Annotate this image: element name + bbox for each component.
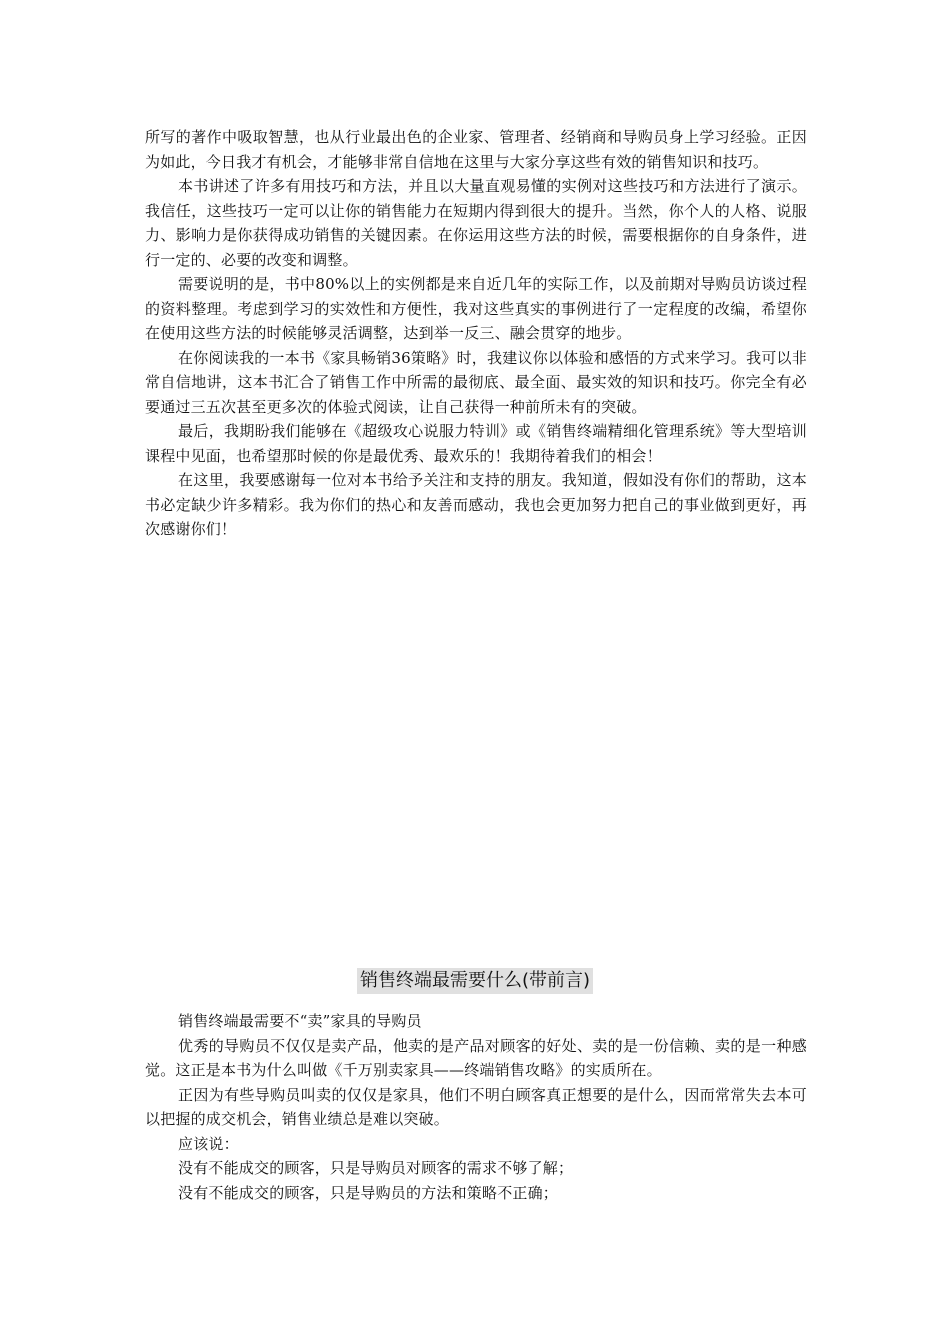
paragraph: 在这里，我要感谢每一位对本书给予关注和支持的朋友。我知道，假如没有你们的帮助，这本书必定缺少许多精彩。我为你们的热心和友善而感动，我也会更加努力把自己的事业做到更好，再次感谢你们！ — [145, 471, 807, 538]
paragraph-continued: 所写的著作中吸取智慧，也从行业最出色的企业家、管理者、经销商和导购员身上学习经验。正因为如此，今日我才有机会，才能够非常自信地在这里与大家分享这些有效的销售知识和技巧。 — [145, 128, 807, 171]
paragraph: 需要说明的是，书中80%以上的实例都是来自近几年的实际工作，以及前期对导购员访谈过程的资料整理。考虑到学习的实效性和方便性，我对这些真实的事例进行了一定程度的改编，希望你在使用这些方法的时候能够灵活调整，达到举一反三、融会贯穿的地步。 — [145, 275, 807, 342]
paragraph: 优秀的导购员不仅仅是卖产品，他卖的是产品对顾客的好处、卖的是一份信赖、卖的是一种感觉。这正是本书为什么叫做《千万别卖家具——终端销售攻略》的实质所在。 — [145, 1036, 807, 1079]
paragraph: 应该说： — [178, 1134, 239, 1153]
section-title: 销售终端最需要什么(带前言) — [357, 968, 593, 994]
paragraph: 没有不能成交的顾客，只是导购员的方法和策略不正确； — [178, 1183, 559, 1202]
paragraph: 最后，我期盼我们能够在《超级攻心说服力特训》或《销售终端精细化管理系统》等大型培训课程中见面，也希望那时候的你是最优秀、最欢乐的！我期待着我们的相会！ — [145, 422, 807, 465]
paragraph: 销售终端最需要不“卖”家具的导购员 — [178, 1012, 422, 1030]
paragraph: 在你阅读我的一本书《家具畅销36策略》时，我建议你以体验和感悟的方式来学习。我可以非常自信地讲，这本书汇合了销售工作中所需的最彻底、最全面、最实效的知识和技巧。你完全有必要通过三五次甚至更多次的体验式阅读，让自己获得一种前所未有的突破。 — [145, 348, 807, 416]
preface-continuation — [145, 125, 807, 542]
paragraph: 正因为有些导购员叫卖的仅仅是家具，他们不明白顾客真正想要的是什么，因而常常失去本可以把握的成交机会，销售业绩总是难以突破。 — [145, 1085, 807, 1128]
section-body — [145, 1009, 807, 1205]
paragraph: 本书讲述了许多有用技巧和方法，并且以大量直观易懂的实例对这些技巧和方法进行了演示。我信任，这些技巧一定可以让你的销售能力在短期内得到很大的提升。当然，你个人的人格、说服力、影响力是你获得成功销售的关键因素。在你运用这些方法的时候，需要根据你的自身条件，进行一定的、必要的改变和调整。 — [145, 177, 807, 269]
section-heading-wrapper — [0, 968, 950, 994]
paragraph: 没有不能成交的顾客，只是导购员对顾客的需求不够了解； — [178, 1159, 574, 1177]
